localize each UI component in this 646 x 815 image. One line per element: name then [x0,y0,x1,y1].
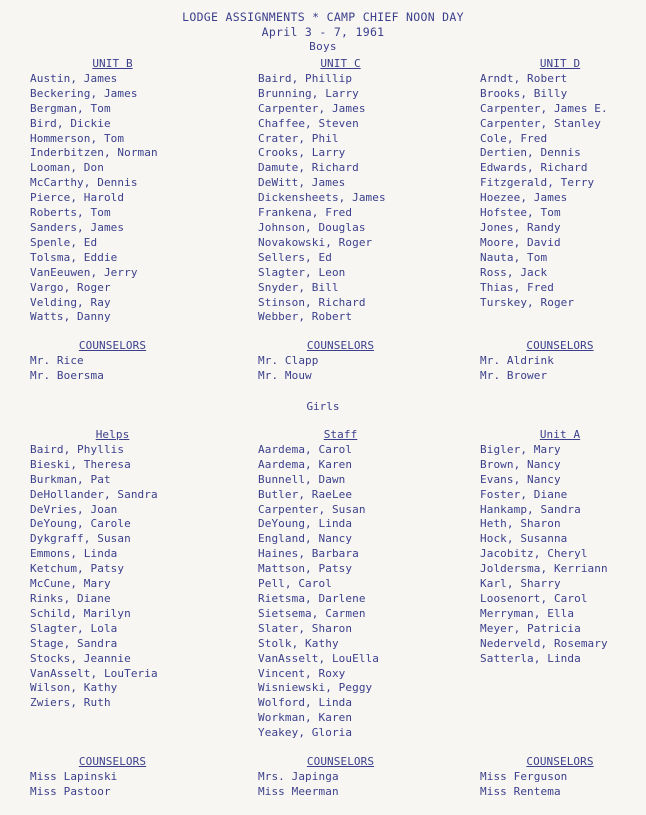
roster-name: DeYoung, Linda [258,517,353,531]
roster-name: Dertien, Dennis [480,146,581,160]
roster-name: Satterla, Linda [480,651,581,665]
roster-name: Brunning, Larry [258,86,359,100]
roster-name: Moore, David [480,235,561,249]
roster-name: Stinson, Richard [258,295,366,309]
roster-name: McCarthy, Dennis [30,176,138,190]
roster-name: Cole, Fred [480,131,548,145]
boys-counselors-2 [258,339,423,384]
roster-name: Frankena, Fred [258,206,353,220]
roster-name: Thias, Fred [480,280,554,294]
roster-name: Wilson, Kathy [30,681,118,695]
roster-name: Aardema, Carol [258,442,353,456]
roster-name: Haines, Barbara [258,547,359,561]
boys-heading: Boys [309,40,337,53]
counselor-name: Miss Pastoor [30,784,111,798]
roster-name: VanAsselt, LouTeria [30,666,158,680]
roster-name: Brooks, Billy [480,86,568,100]
roster-name: Velding, Ray [30,295,111,309]
roster-name: Slagter, Leon [258,265,346,279]
roster-name: VanAsselt, LouElla [258,651,380,665]
roster-name: Loosenort, Carol [480,591,588,605]
roster-name: Hock, Susanna [480,532,568,546]
counselor-name: Miss Rentema [480,784,561,798]
counselor-name: Mr. Rice [30,353,84,367]
roster-name: Mattson, Patsy [258,562,353,576]
roster-name: DeWitt, James [258,176,346,190]
roster-name: Slagter, Lola [30,621,118,635]
roster-name: Arndt, Robert [480,71,568,85]
roster-name: Austin, James [30,71,118,85]
roster-name: Workman, Karen [258,711,353,725]
roster-name: Vincent, Roxy [258,666,346,680]
roster-name: Burkman, Pat [30,472,111,486]
roster-name: Nauta, Tom [480,250,548,264]
roster-name: Hommerson, Tom [30,131,125,145]
boys-counselors-1 [30,339,195,384]
roster-name: DeYoung, Carole [30,517,131,531]
roster-name: Novakowski, Roger [258,235,373,249]
roster-name: Jones, Randy [480,220,561,234]
roster-name: Slater, Sharon [258,621,353,635]
roster-name: Hoezee, James [480,191,568,205]
column-heading: Staff [323,428,358,441]
roster-name: McCune, Mary [30,577,111,591]
roster-name: Jacobitz, Cheryl [480,547,588,561]
roster-name: Snyder, Bill [258,280,339,294]
girls-counselors-1 [30,755,195,800]
column-heading: Unit A [539,428,581,441]
roster-name: Baird, Phillip [258,71,353,85]
roster-name: Stocks, Jeannie [30,651,131,665]
roster-name: Rinks, Diane [30,591,111,605]
counselor-name: Mr. Mouw [258,368,312,382]
roster-name: Merryman, Ella [480,606,575,620]
roster-name: Pell, Carol [258,577,332,591]
roster-name: Yeakey, Gloria [258,726,353,740]
counselor-name: Mr. Boersma [30,368,104,382]
roster-name: Edwards, Richard [480,161,588,175]
roster-name: Emmons, Linda [30,547,118,561]
roster-name: Ketchum, Patsy [30,562,125,576]
counselors-heading: COUNSELORS [526,755,594,768]
roster-name: Dykgraff, Susan [30,532,131,546]
roster-name: Bigler, Mary [480,442,561,456]
boys-counselors-3 [480,339,640,384]
column-heading: UNIT B [92,57,133,70]
girls-column-3 [480,428,640,667]
roster-name: Pierce, Harold [30,191,125,205]
roster-name: Butler, RaeLee [258,487,353,501]
roster-name: Looman, Don [30,161,104,175]
roster-name: Meyer, Patricia [480,621,581,635]
roster-name: Stage, Sandra [30,636,118,650]
counselors-heading: COUNSELORS [78,339,147,352]
document-dates: April 3 - 7, 1961 [261,25,385,39]
roster-name: Ross, Jack [480,265,548,279]
boys-column-2 [258,57,423,325]
counselor-name: Mr. Clapp [258,353,319,367]
column-heading: UNIT D [539,57,581,70]
roster-name: Foster, Diane [480,487,568,501]
girls-counselors-2 [258,755,423,800]
roster-name: Roberts, Tom [30,206,111,220]
roster-name: Bunnell, Dawn [258,472,346,486]
roster-name: Bird, Dickie [30,116,111,130]
girls-counselors-3 [480,755,640,800]
counselor-name: Mr. Aldrink [480,353,554,367]
roster-name: Damute, Richard [258,161,359,175]
roster-name: Wolford, Linda [258,696,353,710]
roster-name: Evans, Nancy [480,472,561,486]
roster-name: England, Nancy [258,532,353,546]
roster-name: Tolsma, Eddie [30,250,118,264]
roster-name: Heth, Sharon [480,517,561,531]
girls-heading: Girls [306,400,340,413]
roster-name: Watts, Danny [30,310,111,324]
roster-name: Chaffee, Steven [258,116,359,130]
roster-name: DeVries, Joan [30,502,118,516]
counselors-heading: COUNSELORS [306,755,375,768]
column-heading: UNIT C [320,57,361,70]
roster-name: Zwiers, Ruth [30,696,111,710]
roster-name: Turskey, Roger [480,295,575,309]
roster-name: Aardema, Karen [258,457,353,471]
roster-name: Webber, Robert [258,310,353,324]
roster-name: Bieski, Theresa [30,457,131,471]
boys-column-1 [30,57,195,325]
counselor-name: Miss Lapinski [30,769,118,783]
roster-name: Sanders, James [30,220,125,234]
roster-name: Crater, Phil [258,131,339,145]
roster-name: VanEeuwen, Jerry [30,265,138,279]
counselors-heading: COUNSELORS [78,755,147,768]
roster-name: Joldersma, Kerriann [480,562,608,576]
counselor-name: Mr. Brower [480,368,548,382]
roster-name: Hofstee, Tom [480,206,561,220]
roster-name: Inderbitzen, Norman [30,146,158,160]
roster-name: Crooks, Larry [258,146,346,160]
roster-name: Bergman, Tom [30,101,111,115]
roster-name: Hankamp, Sandra [480,502,581,516]
roster-name: Beckering, James [30,86,138,100]
counselors-heading: COUNSELORS [306,339,375,352]
roster-name: Carpenter, James [258,101,366,115]
roster-name: Nederveld, Rosemary [480,636,608,650]
column-heading: Helps [95,428,130,441]
roster-name: Rietsma, Darlene [258,591,366,605]
roster-name: Carpenter, Stanley [480,116,602,130]
roster-name: Brown, Nancy [480,457,561,471]
boys-column-3 [480,57,640,310]
girls-column-1 [30,428,195,711]
counselor-name: Miss Meerman [258,784,339,798]
roster-name: Johnson, Douglas [258,220,366,234]
roster-name: Wisniewski, Peggy [258,681,373,695]
counselor-name: Mrs. Japinga [258,769,339,783]
roster-name: Fitzgerald, Terry [480,176,595,190]
roster-name: DeHollander, Sandra [30,487,158,501]
roster-name: Sietsema, Carmen [258,606,366,620]
document-title: LODGE ASSIGNMENTS * CAMP CHIEF NOON DAY [182,10,464,24]
counselor-name: Miss Ferguson [480,769,568,783]
roster-name: Dickensheets, James [258,191,386,205]
roster-name: Sellers, Ed [258,250,332,264]
girls-column-2 [258,428,423,741]
roster-name: Carpenter, Susan [258,502,366,516]
roster-name: Schild, Marilyn [30,606,131,620]
roster-name: Spenle, Ed [30,235,98,249]
roster-name: Carpenter, James E. [480,101,608,115]
roster-name: Baird, Phyllis [30,442,125,456]
roster-name: Karl, Sharry [480,577,561,591]
roster-name: Vargo, Roger [30,280,111,294]
roster-name: Stolk, Kathy [258,636,339,650]
counselors-heading: COUNSELORS [526,339,594,352]
